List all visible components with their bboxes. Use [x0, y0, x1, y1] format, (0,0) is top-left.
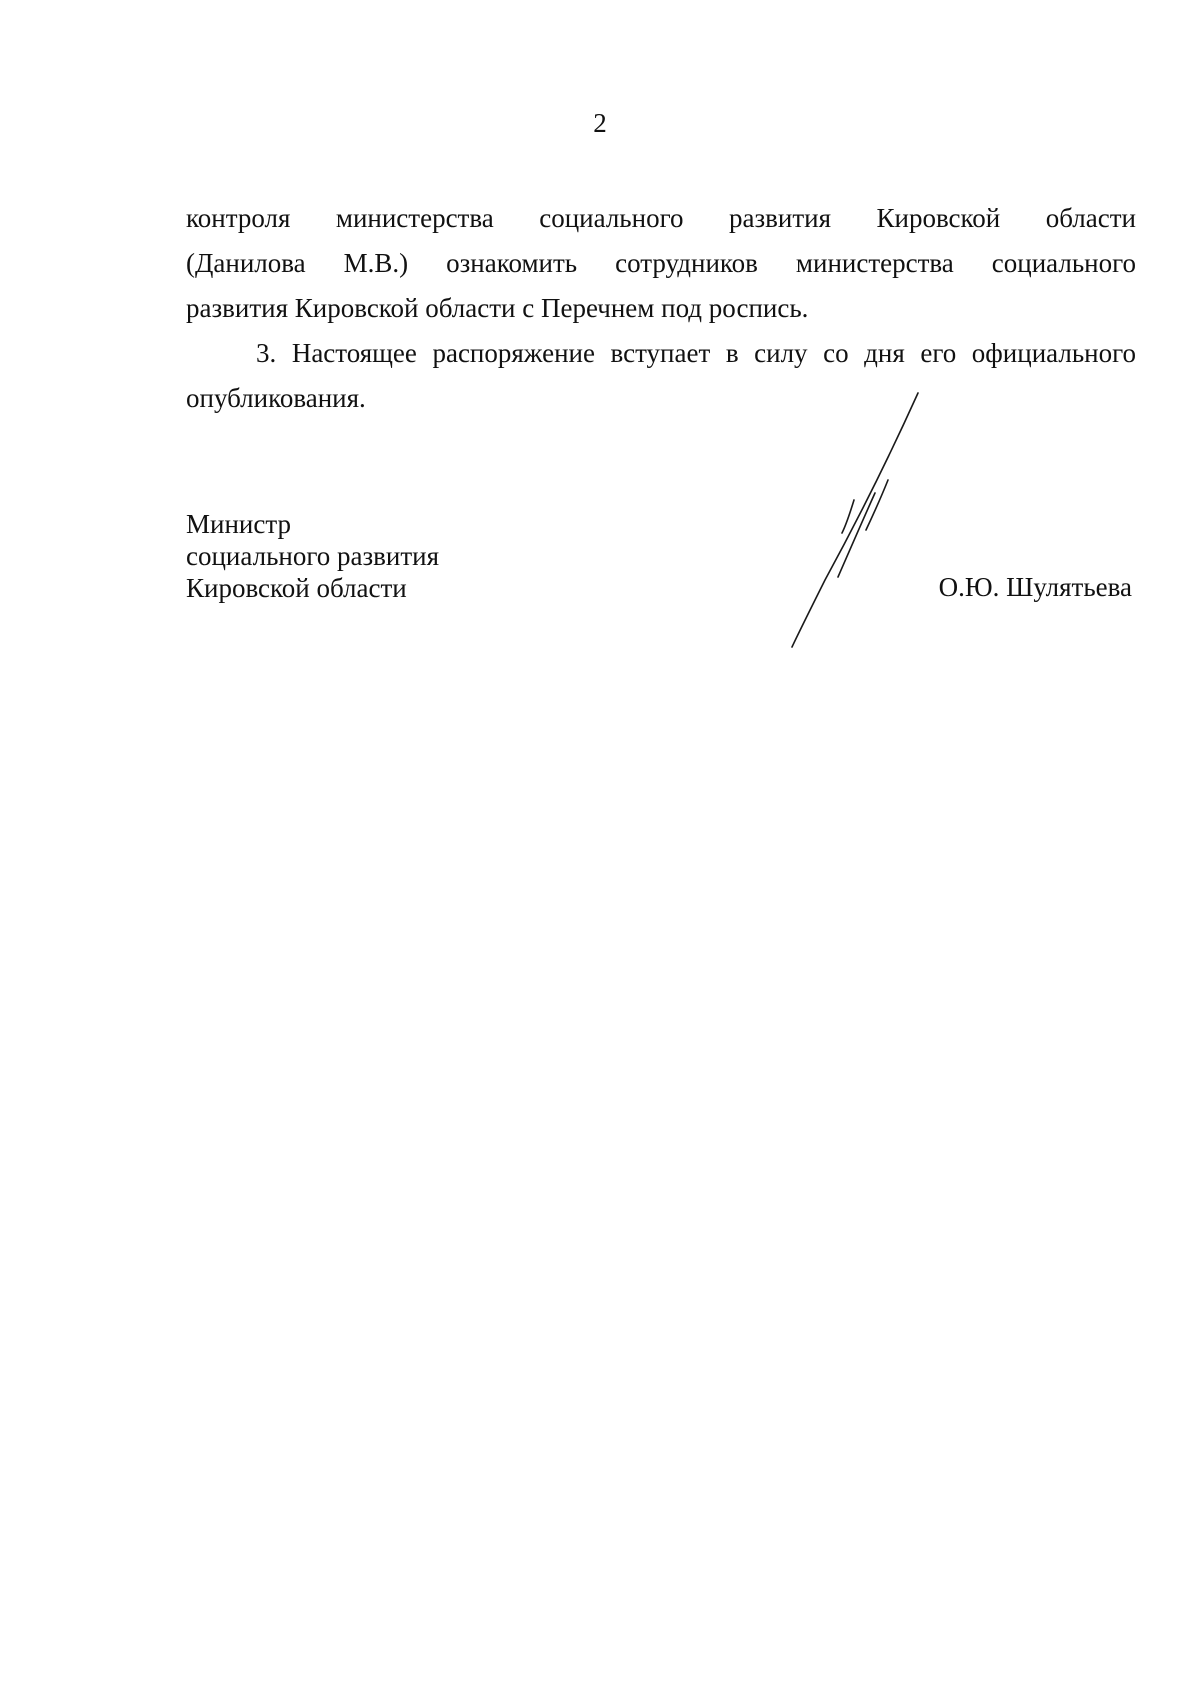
- signatory-position: [186, 508, 439, 604]
- text-line: контроля министерства социального развития Кировской области: [186, 203, 1136, 233]
- position-line: Кировской области: [186, 573, 407, 603]
- paragraph-item-3: [186, 331, 1136, 421]
- document-body: [186, 196, 1136, 421]
- paragraph-continued: [186, 196, 1136, 331]
- text-line: опубликования.: [186, 383, 366, 413]
- text-line: 3. Настоящее распоряжение вступает в силу со дня его официального: [256, 338, 1136, 368]
- position-line: Министр: [186, 509, 291, 539]
- position-line: социального развития: [186, 541, 440, 571]
- text-line: развития Кировской области с Перечнем под роспись.: [186, 293, 809, 323]
- signer-name: О.Ю. Шулятьева: [938, 572, 1132, 602]
- handwritten-signature: [770, 385, 950, 655]
- text-line: (Данилова М.В.) ознакомить сотрудников министерства социального: [186, 248, 1136, 278]
- page-number: 2: [593, 108, 607, 138]
